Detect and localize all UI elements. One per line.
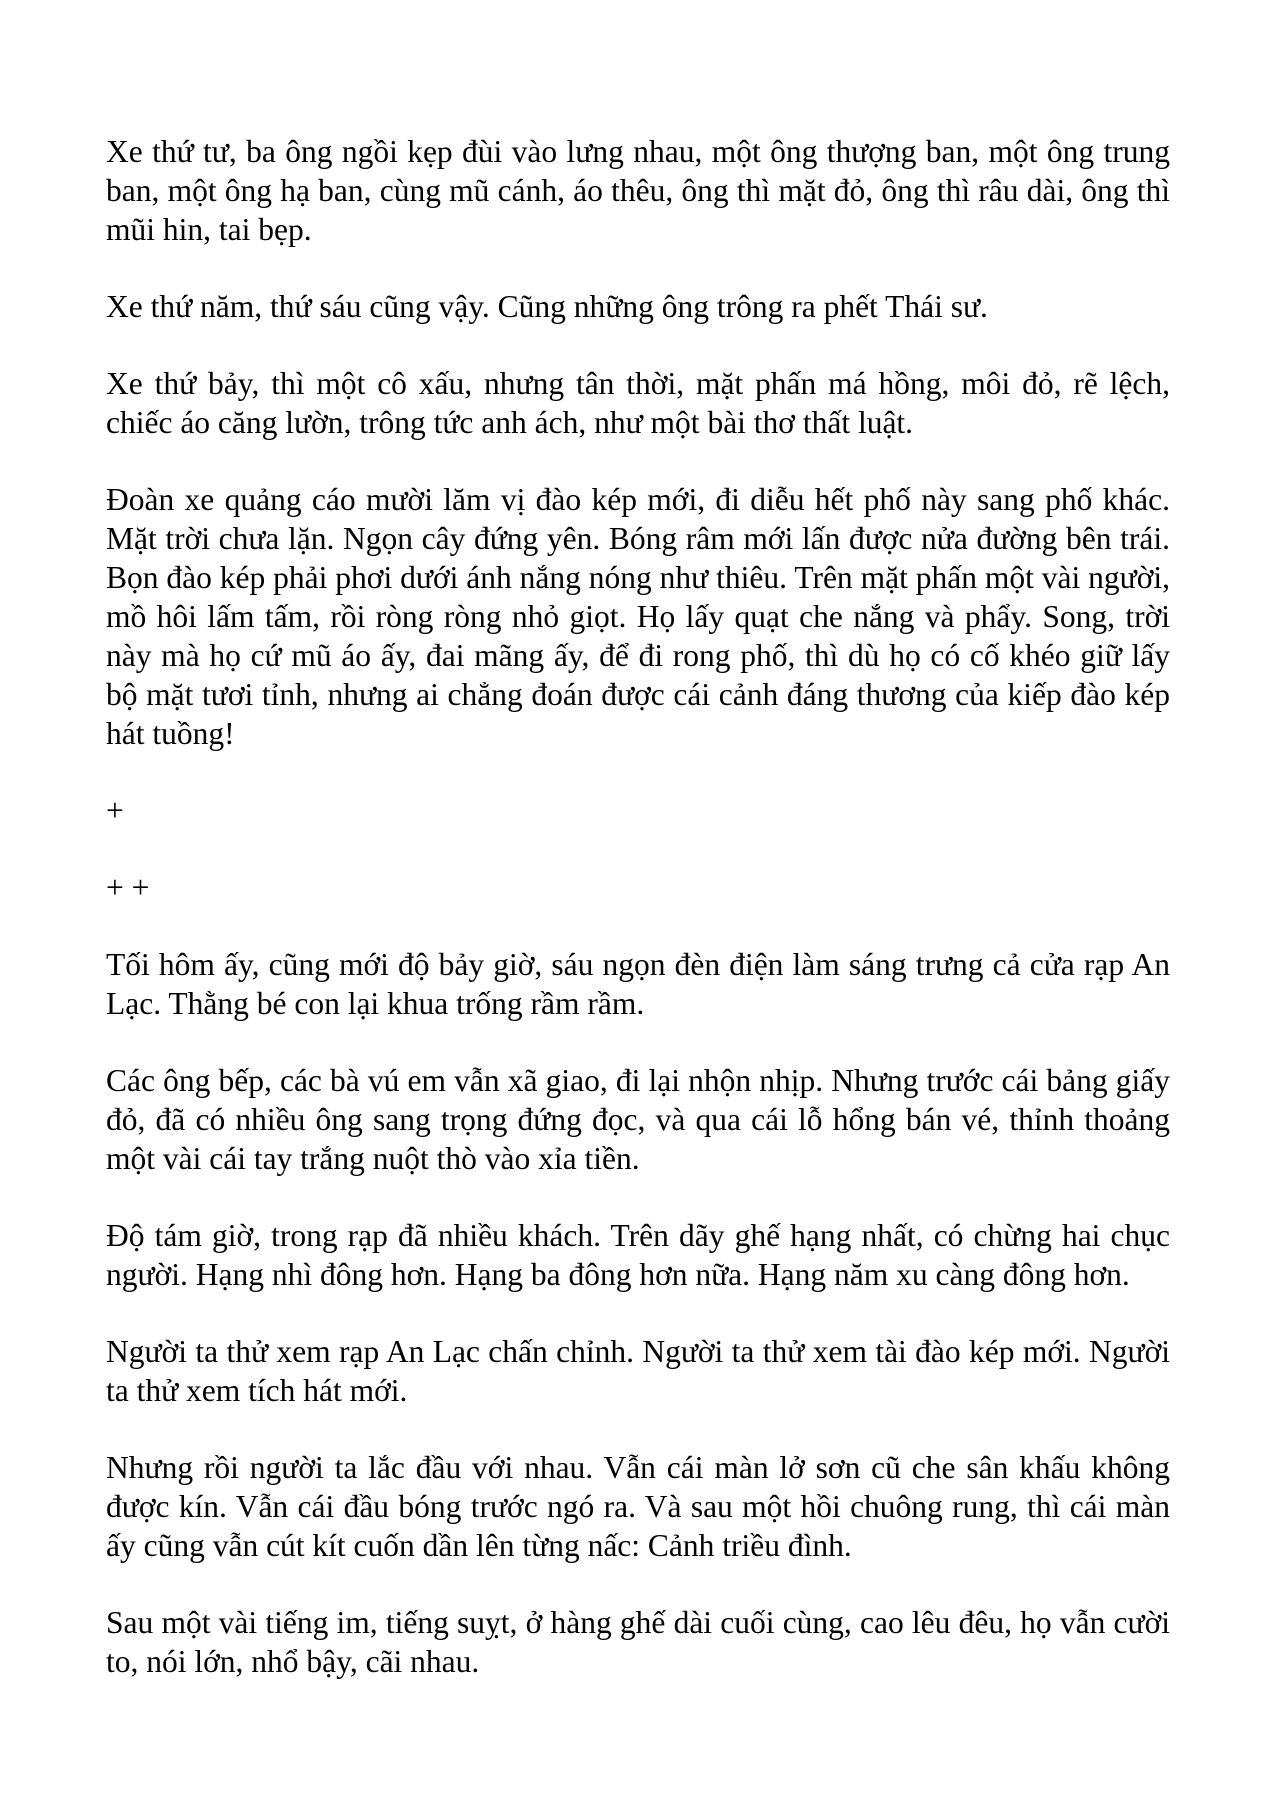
paragraph-curiosity: Người ta thử xem rạp An Lạc chấn chỉnh. Người ta thử xem tài đào kép mới. Người ta thử xem tích hát mới. — [106, 1334, 1170, 1408]
paragraph-curtain: Nhưng rồi người ta lắc đầu với nhau. Vẫn cái màn lở sơn cũ che sân khấu không được kín. Vẫn cái đầu bóng trước ngó ra. Và sau một hồi chuông rung, thì cái màn ấy cũng vẫn cút kít cuốn dần lên từng nấc: Cảnh triều đình. — [106, 1450, 1170, 1563]
document-page — [106, 132, 1170, 1719]
paragraph-crowd: Các ông bếp, các bà vú em vẫn xã giao, đi lại nhộn nhịp. Nhưng trước cái bảng giấy đỏ, đã có nhiều ông sang trọng đứng đọc, và qua cái lỗ hổng bán vé, thỉnh thoảng một vài cái tay trắng nuột thò vào xỉa tiền. — [106, 1063, 1170, 1176]
paragraph-cart-seven: Xe thứ bảy, thì một cô xấu, nhưng tân thời, mặt phấn má hồng, môi đỏ, rẽ lệch, chiếc áo căng lườn, trông tức anh ách, như một bài thơ thất luật. — [106, 366, 1170, 440]
section-separator-double: + + — [106, 870, 150, 905]
paragraph-back-row: Sau một vài tiếng im, tiếng suỵt, ở hàng ghế dài cuối cùng, cao lêu đêu, họ vẫn cười to, nói lớn, nhổ bậy, cãi nhau. — [106, 1605, 1170, 1679]
paragraph-audience: Độ tám giờ, trong rạp đã nhiều khách. Trên dãy ghế hạng nhất, có chừng hai chục người. Hạng nhì đông hơn. Hạng ba đông hơn nữa. Hạng năm xu càng đông hơn. — [106, 1218, 1170, 1292]
paragraph-cart-five-six: Xe thứ năm, thứ sáu cũng vậy. Cũng những ông trông ra phết Thái sư. — [106, 289, 988, 324]
paragraph-parade: Đoàn xe quảng cáo mười lăm vị đào kép mới, đi diễu hết phố này sang phố khác. Mặt trời chưa lặn. Ngọn cây đứng yên. Bóng râm mới lấn được nửa đường bên trái. Bọn đào kép phải phơi dưới ánh nắng nóng như thiêu. Trên mặt phấn một vài người, mồ hôi lấm tấm, rồi ròng ròng nhỏ giọt. Họ lấy quạt che nắng và phẩy. Song, trời này mà họ cứ mũ áo ấy, đai mãng ấy, để đi rong phố, thì dù họ có cố khéo giữ lấy bộ mặt tươi tỉnh, nhưng ai chẳng đoán được cái cảnh đáng thương của kiếp đào kép hát tuồng! — [106, 482, 1170, 751]
section-separator-single: + — [106, 793, 124, 828]
paragraph-evening: Tối hôm ấy, cũng mới độ bảy giờ, sáu ngọn đèn điện làm sáng trưng cả cửa rạp An Lạc. Thằng bé con lại khua trống rầm rầm. — [106, 947, 1170, 1021]
paragraph-cart-four: Xe thứ tư, ba ông ngồi kẹp đùi vào lưng nhau, một ông thượng ban, một ông trung ban, một ông hạ ban, cùng mũ cánh, áo thêu, ông thì mặt đỏ, ông thì râu dài, ông thì mũi hin, tai bẹp. — [106, 134, 1170, 247]
